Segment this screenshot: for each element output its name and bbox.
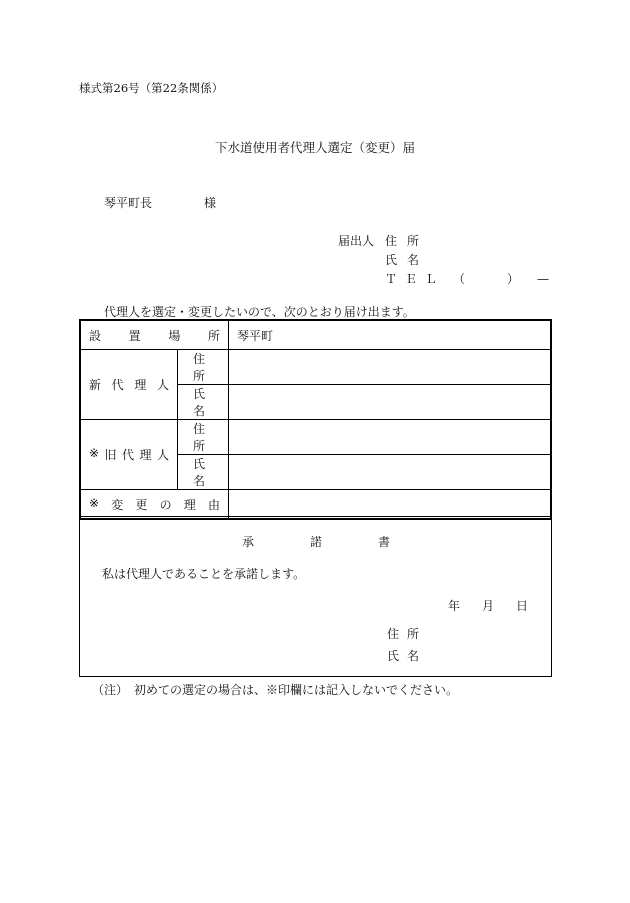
consent-text: 私は代理人であることを承諾します。	[102, 567, 306, 581]
table-row	[80, 490, 551, 520]
table-row	[80, 420, 551, 455]
month-unit: 月	[481, 599, 494, 613]
addressee-honorific: 様	[204, 196, 217, 210]
day-unit: 日	[515, 599, 528, 613]
applicant-address-label: 住所	[385, 234, 430, 248]
old-agent-label-cell	[80, 420, 178, 490]
table-row	[80, 350, 551, 385]
new-name-label: 氏名	[178, 385, 229, 420]
consent-title-char: 諾	[309, 535, 322, 549]
location-value: 琴平町	[237, 328, 274, 343]
agent-table	[79, 319, 552, 520]
consent-box	[79, 516, 552, 677]
location-label: 設 置 場 所	[89, 328, 220, 343]
new-address-field[interactable]	[229, 350, 552, 385]
table-row	[80, 320, 551, 350]
applicant-label: 届出人	[338, 234, 375, 248]
new-address-label: 住所	[178, 350, 229, 385]
location-value-cell[interactable]	[229, 320, 552, 350]
reason-label-cell	[80, 490, 229, 520]
consent-date[interactable]	[448, 597, 528, 614]
applicant-tel-label: ＴＥＬ	[385, 272, 446, 286]
new-agent-label: 新 代 理 人	[89, 378, 169, 392]
applicant-name-label: 氏名	[385, 253, 430, 267]
form-number-label: 様式第26号（第22条関係）	[79, 81, 224, 95]
old-address-field[interactable]	[229, 420, 552, 455]
applicant-block	[338, 232, 555, 289]
intro-text: 代理人を選定・変更したいので、次のとおり届け出ます。	[104, 305, 415, 319]
reason-label: ※ 変 更 の 理 由	[89, 495, 220, 512]
new-agent-label-cell	[80, 350, 178, 420]
new-name-field[interactable]	[229, 385, 552, 420]
applicant-tel-format: （ ） —	[453, 272, 556, 286]
reason-field[interactable]	[229, 490, 552, 520]
old-agent-label: ※ 旧 代 理 人	[89, 446, 169, 462]
consent-title	[242, 533, 390, 550]
old-name-field[interactable]	[229, 455, 552, 490]
document-title: 下水道使用者代理人選定（変更）届	[214, 140, 415, 155]
location-label-cell	[80, 320, 229, 350]
addressee-name: 琴平町長	[104, 196, 153, 210]
consent-title-char: 承	[242, 535, 255, 549]
consent-address-label: 住所	[387, 627, 428, 641]
old-name-label: 氏名	[178, 455, 229, 490]
addressee	[104, 194, 216, 211]
year-unit: 年	[448, 599, 461, 613]
consent-name-label: 氏名	[387, 649, 428, 663]
old-address-label: 住所	[178, 420, 229, 455]
footnote: （注） 初めての選定の場合は、※印欄には記入しないでください。	[92, 683, 459, 697]
consent-title-char: 書	[377, 535, 390, 549]
